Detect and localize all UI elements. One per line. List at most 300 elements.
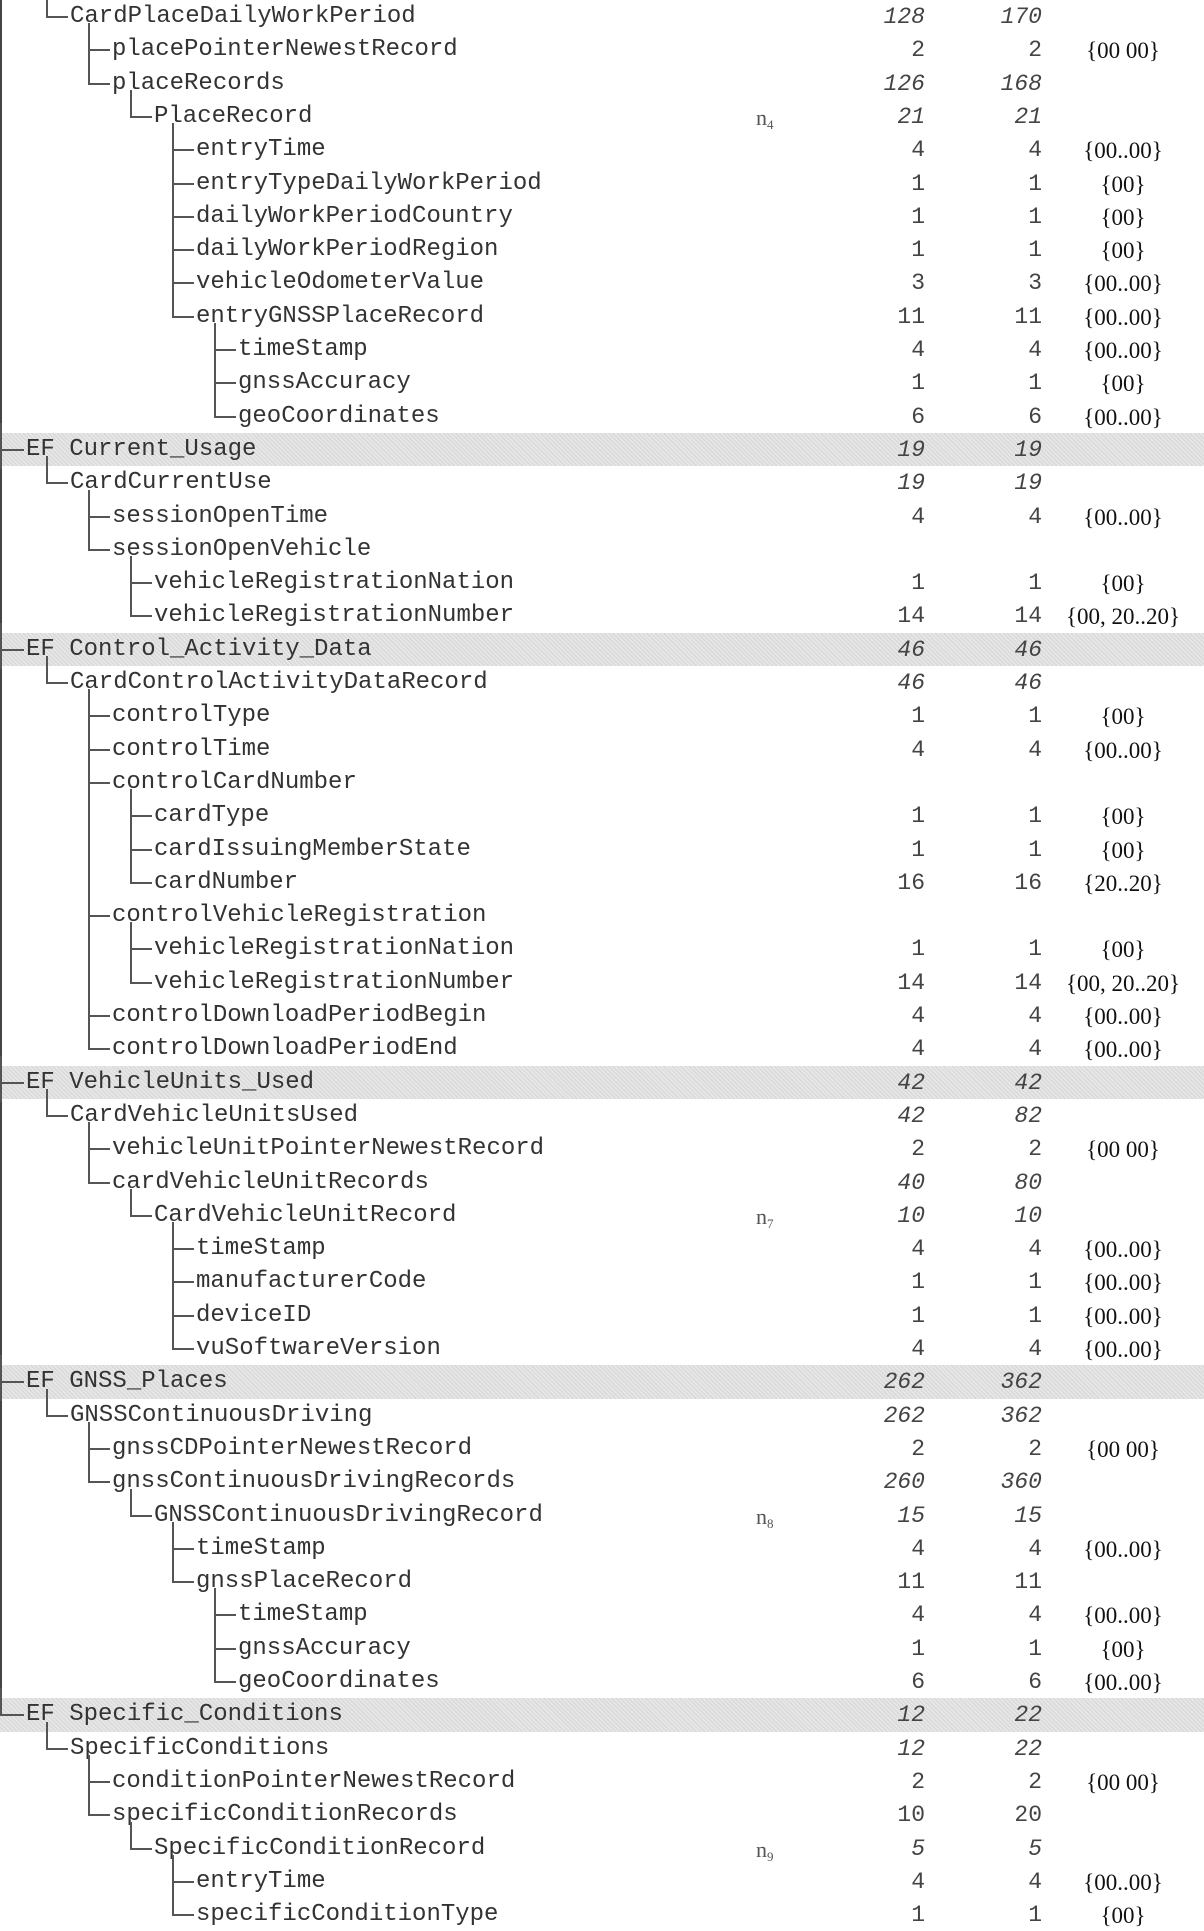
default-value: {00..00} [1083, 737, 1163, 763]
field-name: vehicleUnitPointerNewestRecord [112, 1135, 545, 1163]
size-min: 262 [883, 1369, 925, 1396]
field-name: sessionOpenTime [112, 502, 329, 530]
tree-connector [0, 1355, 24, 1383]
field-name: vehicleRegistrationNumber [154, 602, 515, 630]
size-max: 170 [1000, 4, 1042, 30]
field-name: CardVehicleUnitRecord [154, 1201, 457, 1229]
field-name: geoCoordinates [238, 1668, 440, 1695]
tree-connector [88, 23, 110, 51]
tree-connector [130, 1489, 152, 1517]
table-row [0, 1432, 1204, 1465]
tree-connector [172, 1322, 194, 1350]
tree-connector [88, 523, 110, 551]
size-max: 2 [1028, 1435, 1042, 1462]
field-name: cardIssuingMemberState [154, 835, 471, 863]
size-min: 16 [897, 869, 925, 896]
size-max: 15 [1014, 1502, 1042, 1529]
size-min: 4 [911, 1535, 925, 1562]
tree-connector [88, 1022, 110, 1050]
table-row [0, 1632, 1204, 1665]
size-min: 1 [911, 1269, 925, 1296]
tree-connector [172, 1855, 194, 1883]
table-row [0, 866, 1204, 899]
size-max: 10 [1014, 1202, 1042, 1229]
tree-connector [130, 556, 152, 584]
field-name: GNSSContinuousDrivingRecord [154, 1501, 543, 1529]
tree-connector [0, 1688, 24, 1716]
size-max: 2 [1028, 1136, 1042, 1163]
tree-connector [88, 756, 110, 784]
default-value: {00 00} [1086, 1137, 1160, 1163]
size-max: 1 [1028, 237, 1042, 264]
field-name: gnssContinuousDrivingRecords [112, 1468, 516, 1496]
default-value: {00 00} [1086, 1769, 1160, 1795]
field-name: vehicleRegistrationNation [154, 569, 515, 597]
size-max: 1 [1028, 1269, 1042, 1296]
default-value: {00..00} [1083, 1536, 1163, 1562]
default-value: {00..00} [1083, 1603, 1163, 1629]
size-min: 2 [911, 37, 925, 64]
tree-connector [172, 1522, 194, 1550]
field-name: timeStamp [238, 1601, 368, 1629]
tree-connector [88, 1156, 110, 1184]
field-name: gnssAccuracy [238, 369, 411, 397]
tree-connector [130, 90, 152, 118]
size-min: 1 [911, 836, 925, 863]
tree-connector [88, 1755, 110, 1783]
size-min: 19 [897, 436, 925, 463]
field-name: gnssCDPointerNewestRecord [112, 1434, 473, 1462]
table-row [0, 1099, 1204, 1132]
size-max: 22 [1014, 1702, 1042, 1729]
size-min: 42 [897, 1102, 925, 1129]
field-name: timeStamp [196, 1235, 326, 1263]
size-min: 46 [897, 636, 925, 663]
tree-connector [130, 589, 152, 617]
table-row [0, 366, 1204, 399]
size-min: 1 [911, 936, 925, 963]
table-row [0, 300, 1204, 333]
field-name: vehicleOdometerValue [196, 269, 485, 297]
default-value: {00..00} [1083, 1337, 1163, 1362]
size-max: 2 [1028, 1768, 1042, 1795]
tree-connector [130, 823, 152, 851]
size-max: 1 [1028, 803, 1042, 830]
size-max: 19 [1014, 470, 1042, 497]
table-row [0, 1332, 1204, 1365]
size-min: 11 [897, 1569, 925, 1596]
repetition-index: 8 [767, 1515, 774, 1531]
default-value: {00} [1100, 204, 1146, 230]
tree-connector [172, 1888, 194, 1916]
table-row [0, 0, 1204, 33]
table-row [0, 400, 1204, 433]
file-name: EF Control_Activity_Data [26, 635, 372, 663]
size-max: 21 [1014, 103, 1042, 130]
tree-connector [46, 0, 68, 18]
size-min: 5 [911, 1835, 925, 1862]
default-value: {00} [1100, 1903, 1146, 1929]
size-max: 1 [1028, 936, 1042, 963]
size-min: 1 [911, 570, 925, 597]
tree-connector [0, 423, 24, 451]
size-min: 1 [911, 170, 925, 197]
tree-connector [130, 922, 152, 950]
default-value: {00..00} [1083, 304, 1163, 330]
table-row [0, 1032, 1204, 1065]
tree-connector [130, 789, 152, 817]
table-row [0, 1765, 1204, 1798]
field-name: controlTime [112, 735, 271, 763]
tree-connector [88, 689, 110, 717]
tree-connector [0, 1056, 24, 1084]
tree-connector [88, 1788, 110, 1816]
size-min: 2 [911, 1136, 925, 1163]
field-name: PlaceRecord [154, 102, 313, 130]
table-row [0, 599, 1204, 632]
size-min: 14 [897, 603, 925, 630]
table-row [0, 67, 1204, 100]
size-min: 46 [897, 670, 925, 696]
size-max: 19 [1014, 436, 1042, 463]
table-row [0, 33, 1204, 66]
size-max: 11 [1014, 303, 1042, 330]
field-name: placeRecords [112, 69, 285, 97]
field-name: cardNumber [154, 868, 299, 896]
default-value: {00, 20..20} [1065, 970, 1181, 996]
default-value: {00} [1100, 704, 1146, 730]
size-max: 1 [1028, 370, 1042, 397]
field-name: controlVehicleRegistration [112, 902, 487, 930]
size-max: 46 [1014, 636, 1042, 663]
field-name: placePointerNewestRecord [112, 36, 458, 64]
table-row [0, 466, 1204, 499]
size-max: 1 [1028, 203, 1042, 230]
size-min: 128 [883, 4, 925, 30]
size-min: 1 [911, 1302, 925, 1329]
field-name: SpecificConditions [70, 1734, 330, 1762]
size-min: 40 [897, 1169, 925, 1196]
field-name: CardVehicleUnitsUsed [70, 1101, 359, 1129]
table-row [0, 500, 1204, 533]
tree-connector [172, 1289, 194, 1317]
table-row [0, 1399, 1204, 1432]
size-min: 1 [911, 237, 925, 264]
table-row [0, 1132, 1204, 1165]
default-value: {00 00} [1086, 38, 1160, 64]
size-min: 1 [911, 370, 925, 397]
table-row [0, 1565, 1204, 1598]
field-name: dailyWorkPeriodCountry [196, 202, 513, 230]
size-min: 4 [911, 1602, 925, 1629]
size-max: 11 [1014, 1569, 1042, 1596]
file-header-row [0, 433, 1204, 466]
tree-connector [172, 190, 194, 218]
table-row [0, 1598, 1204, 1631]
file-header-row [0, 1365, 1204, 1398]
table-row [0, 899, 1204, 932]
table-row [0, 1898, 1204, 1931]
size-min: 4 [911, 1236, 925, 1263]
tree-connector [88, 1122, 110, 1150]
size-min: 262 [883, 1402, 925, 1429]
default-value: {00} [1100, 238, 1146, 264]
field-name: controlType [112, 702, 271, 730]
default-value: {00..00} [1083, 404, 1163, 430]
size-min: 19 [897, 470, 925, 497]
size-max: 168 [1000, 70, 1042, 97]
size-min: 2 [911, 1435, 925, 1462]
field-name: geoCoordinates [238, 402, 440, 430]
size-max: 360 [1000, 1469, 1042, 1496]
default-value: {00..00} [1083, 504, 1163, 530]
tree-connector [172, 223, 194, 251]
size-min: 2 [911, 1768, 925, 1795]
field-name: SpecificConditionRecord [154, 1834, 486, 1862]
size-min: 4 [911, 337, 925, 363]
default-value: {00, 20..20} [1065, 604, 1181, 630]
default-value: {00..00} [1083, 1037, 1163, 1063]
size-max: 46 [1014, 670, 1042, 696]
repetition-index: 4 [767, 116, 774, 132]
size-max: 4 [1028, 1535, 1042, 1562]
size-min: 4 [911, 736, 925, 763]
default-value: {00} [1100, 371, 1146, 397]
size-min: 126 [883, 70, 925, 97]
size-max: 42 [1014, 1069, 1042, 1096]
field-name: controlDownloadPeriodEnd [112, 1035, 458, 1063]
file-name: EF Current_Usage [26, 435, 257, 463]
repetition-index: 9 [767, 1848, 774, 1864]
default-value: {00} [1100, 837, 1146, 863]
size-min: 1 [911, 1635, 925, 1662]
size-min: 6 [911, 403, 925, 430]
size-max: 1 [1028, 1902, 1042, 1929]
field-name: GNSSContinuousDriving [70, 1401, 373, 1429]
field-name: controlDownloadPeriodBegin [112, 1002, 487, 1029]
tree-connector [214, 1622, 236, 1650]
field-name: vuSoftwareVersion [196, 1335, 441, 1362]
file-header-row [0, 1066, 1204, 1099]
size-max: 1 [1028, 170, 1042, 197]
default-value: {00} [1100, 171, 1146, 197]
size-min: 12 [897, 1735, 925, 1762]
table-row [0, 533, 1204, 566]
default-value: {00..00} [1083, 1004, 1163, 1029]
field-name: CardCurrentUse [70, 469, 272, 497]
tree-connector [130, 1189, 152, 1217]
tree-connector [88, 1455, 110, 1483]
size-max: 4 [1028, 337, 1042, 363]
size-min: 21 [897, 103, 925, 130]
default-value: {00..00} [1083, 1670, 1163, 1695]
size-max: 80 [1014, 1169, 1042, 1196]
size-max: 82 [1014, 1102, 1042, 1129]
default-value: {00..00} [1083, 1303, 1163, 1329]
field-name: specificConditionType [196, 1901, 499, 1929]
size-min: 42 [897, 1069, 925, 1096]
table-row [0, 333, 1204, 366]
tree-connector [172, 1222, 194, 1250]
tree-connector [172, 290, 194, 318]
default-value: {00..00} [1083, 271, 1163, 297]
table-row [0, 966, 1204, 999]
tree-connector [172, 1255, 194, 1283]
size-min: 4 [911, 1336, 925, 1362]
field-name: entryTypeDailyWorkPeriod [196, 169, 542, 197]
default-value: {00..00} [1083, 138, 1163, 164]
size-max: 3 [1028, 270, 1042, 297]
file-header-row [0, 1698, 1204, 1731]
size-min: 10 [897, 1202, 925, 1229]
table-row [0, 999, 1204, 1032]
size-max: 14 [1014, 603, 1042, 630]
size-min: 260 [883, 1469, 925, 1496]
tree-connector [214, 390, 236, 418]
field-name: manufacturerCode [196, 1268, 427, 1296]
field-name: entryTime [196, 1867, 326, 1895]
field-name: timeStamp [238, 336, 368, 363]
size-max: 4 [1028, 1336, 1042, 1362]
size-min: 4 [911, 1036, 925, 1063]
tree-connector [46, 656, 68, 684]
tree-connector [46, 1722, 68, 1750]
tree-connector [46, 1089, 68, 1117]
size-max: 362 [1000, 1369, 1042, 1396]
default-value: {00} [1100, 937, 1146, 963]
size-max: 20 [1014, 1802, 1042, 1829]
field-name: entryTime [196, 136, 326, 164]
field-name: conditionPointerNewestRecord [112, 1767, 516, 1795]
size-min: 1 [911, 703, 925, 730]
size-max: 6 [1028, 1669, 1042, 1695]
tree-connector [172, 123, 194, 151]
field-name: vehicleRegistrationNation [154, 935, 515, 963]
table-row [0, 932, 1204, 965]
tree-connector [172, 157, 194, 185]
size-max: 4 [1028, 1868, 1042, 1895]
size-max: 4 [1028, 736, 1042, 763]
tree-connector [130, 1822, 152, 1850]
field-name: entryGNSSPlaceRecord [196, 302, 485, 330]
size-min: 4 [911, 1003, 925, 1029]
size-max: 6 [1028, 403, 1042, 430]
table-row [0, 1166, 1204, 1199]
tree-connector [172, 1555, 194, 1583]
size-max: 1 [1028, 1302, 1042, 1329]
table-row [0, 699, 1204, 732]
default-value: {00 00} [1086, 1436, 1160, 1462]
default-value: {00} [1100, 571, 1146, 597]
size-max: 4 [1028, 1602, 1042, 1629]
repetition-symbol: n [756, 104, 767, 130]
tree-connector [172, 256, 194, 284]
field-name: vehicleRegistrationNumber [154, 968, 515, 996]
size-min: 4 [911, 503, 925, 530]
field-name: CardControlActivityDataRecord [70, 669, 488, 696]
size-max: 4 [1028, 1003, 1042, 1029]
table-row [0, 833, 1204, 866]
size-min: 10 [897, 1802, 925, 1829]
file-name: EF VehicleUnits_Used [26, 1068, 315, 1096]
table-row [0, 799, 1204, 832]
tree-connector [88, 1422, 110, 1450]
default-value: {20..20} [1083, 870, 1163, 896]
tree-connector [88, 490, 110, 518]
field-name: gnssAccuracy [238, 1634, 411, 1662]
size-min: 1 [911, 1902, 925, 1929]
tree-connector [214, 1588, 236, 1616]
tree-connector [214, 323, 236, 351]
tree-connector [88, 57, 110, 85]
size-max: 4 [1028, 1236, 1042, 1263]
repetition-symbol: n [756, 1836, 767, 1862]
size-max: 5 [1028, 1835, 1042, 1862]
size-max: 4 [1028, 1036, 1042, 1063]
table-row [0, 766, 1204, 799]
size-max: 4 [1028, 503, 1042, 530]
size-max: 1 [1028, 570, 1042, 597]
size-min: 4 [911, 137, 925, 164]
repetition-symbol: n [756, 1203, 767, 1229]
file-header-row [0, 633, 1204, 666]
default-value: {00..00} [1083, 1270, 1163, 1296]
table-row [0, 566, 1204, 599]
field-name: cardVehicleUnitRecords [112, 1168, 429, 1196]
size-min: 6 [911, 1669, 925, 1695]
field-name: CardPlaceDailyWorkPeriod [70, 3, 416, 30]
size-max: 14 [1014, 969, 1042, 996]
table-row [0, 1465, 1204, 1498]
size-min: 3 [911, 270, 925, 297]
size-max: 1 [1028, 703, 1042, 730]
size-max: 1 [1028, 1635, 1042, 1662]
repetition-symbol: n [756, 1503, 767, 1529]
tree-connector [46, 456, 68, 484]
tree-connector [130, 956, 152, 984]
size-max: 16 [1014, 869, 1042, 896]
tree-connector [88, 889, 110, 917]
size-min: 11 [897, 303, 925, 330]
tree-connector [130, 856, 152, 884]
field-name: controlCardNumber [112, 768, 357, 796]
table-row [0, 666, 1204, 699]
file-name: EF Specific_Conditions [26, 1701, 343, 1729]
table-row [0, 1798, 1204, 1831]
repetition-index: 7 [767, 1215, 774, 1231]
field-name: deviceID [196, 1301, 312, 1329]
size-min: 4 [911, 1868, 925, 1895]
table-row [0, 1732, 1204, 1765]
tree-connector [0, 623, 24, 651]
tree-connector [88, 723, 110, 751]
field-name: timeStamp [196, 1534, 326, 1562]
size-max: 362 [1000, 1402, 1042, 1429]
field-name: sessionOpenVehicle [112, 535, 372, 563]
file-name: EF GNSS_Places [26, 1368, 228, 1396]
tree-connector [214, 1655, 236, 1683]
size-max: 22 [1014, 1735, 1042, 1762]
default-value: {00} [1100, 804, 1146, 830]
tree-connector [214, 356, 236, 384]
tree-connector [88, 989, 110, 1017]
field-name: cardType [154, 802, 270, 830]
field-name: dailyWorkPeriodRegion [196, 236, 499, 264]
size-max: 1 [1028, 836, 1042, 863]
size-max: 2 [1028, 37, 1042, 64]
tree-connector [46, 1389, 68, 1417]
size-min: 1 [911, 203, 925, 230]
